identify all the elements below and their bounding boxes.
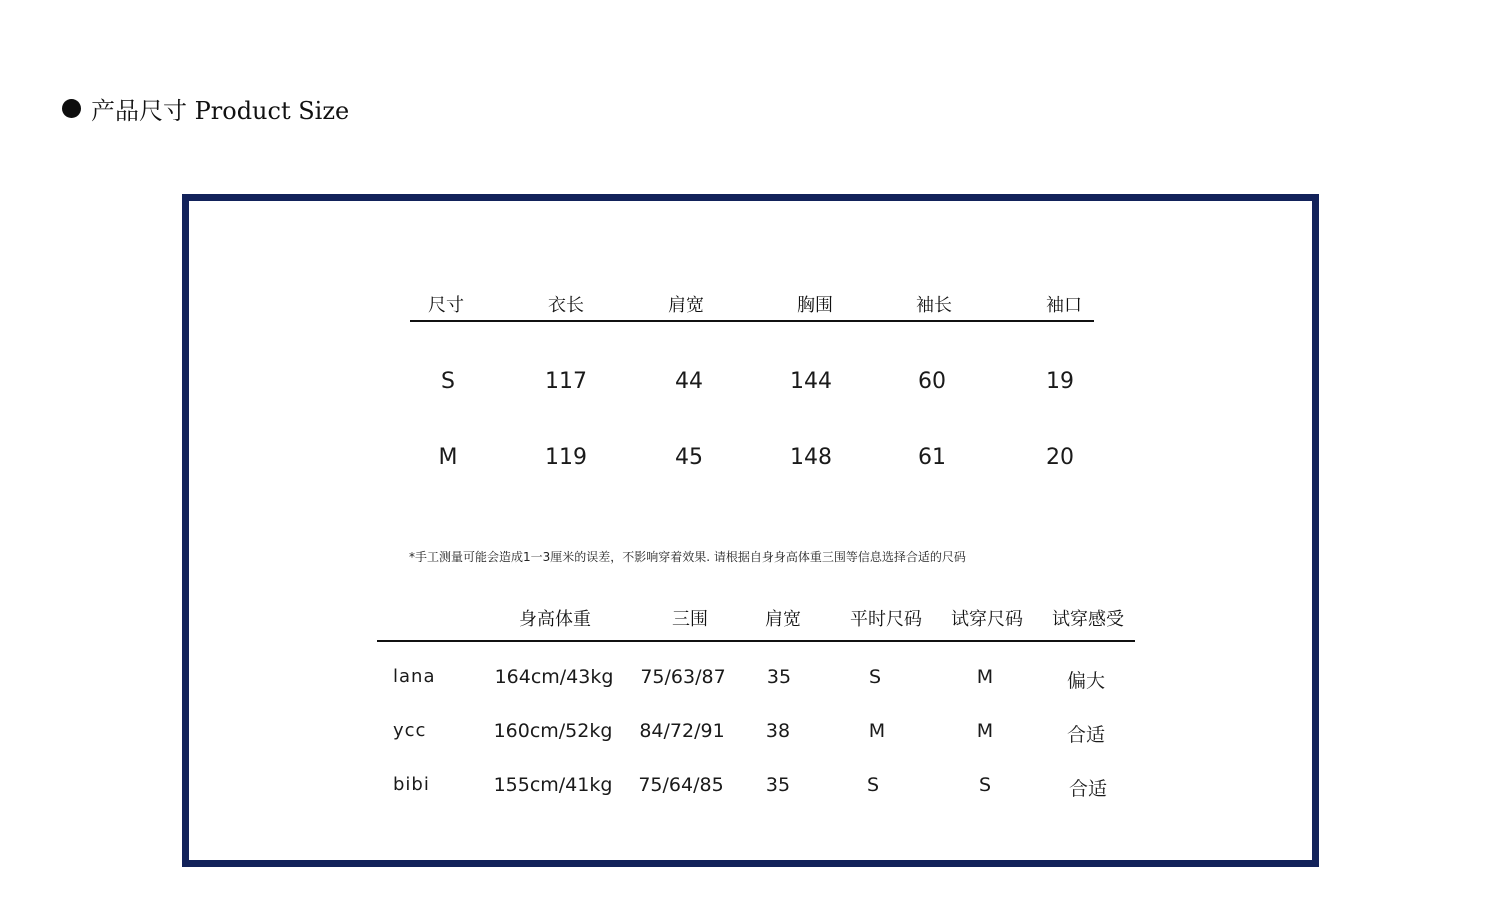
size-header-cell: 袖口 bbox=[1046, 295, 1082, 316]
fit-header-cell: 平时尺码 bbox=[850, 609, 922, 630]
fit-cell: 84/72/91 bbox=[639, 720, 725, 742]
size-cell: 45 bbox=[675, 445, 703, 470]
fit-header-cell: 三围 bbox=[672, 609, 708, 630]
fit-cell: 164cm/43kg bbox=[494, 666, 614, 688]
fit-cell: 35 bbox=[765, 774, 791, 796]
section-header bbox=[62, 90, 349, 126]
size-cell: 60 bbox=[918, 369, 946, 394]
fit-cell: 合适 bbox=[1068, 778, 1108, 800]
model-name: lana bbox=[393, 666, 436, 687]
size-header-cell: 胸围 bbox=[797, 295, 833, 316]
size-header-cell: 尺寸 bbox=[428, 295, 464, 316]
fit-header-cell: 试穿尺码 bbox=[951, 609, 1023, 630]
size-cell: 148 bbox=[790, 445, 832, 470]
fit-cell: 合适 bbox=[1066, 724, 1106, 746]
fit-cell: M bbox=[976, 720, 994, 742]
size-cell: 61 bbox=[918, 445, 946, 470]
model-name: ycc bbox=[393, 720, 427, 741]
fit-cell: 155cm/41kg bbox=[493, 774, 613, 796]
size-header-cell: 肩宽 bbox=[668, 295, 704, 316]
section-title: 产品尺寸 Product Size bbox=[91, 96, 350, 125]
fit-cell: 75/63/87 bbox=[640, 666, 726, 688]
size-cell: M bbox=[438, 445, 458, 470]
fit-cell: 38 bbox=[765, 720, 791, 742]
size-chart-frame bbox=[182, 194, 1319, 867]
fit-header-cell: 身高体重 bbox=[519, 609, 591, 630]
fit-cell: 35 bbox=[766, 666, 792, 688]
fit-header-cell: 试穿感受 bbox=[1052, 609, 1124, 630]
fit-cell: 偏大 bbox=[1066, 670, 1106, 692]
size-cell: 44 bbox=[675, 369, 703, 394]
fit-cell: S bbox=[866, 774, 880, 796]
bullet-icon bbox=[62, 99, 81, 118]
fit-cell: 160cm/52kg bbox=[493, 720, 613, 742]
size-cell: S bbox=[441, 369, 455, 394]
size-cell: 144 bbox=[790, 369, 832, 394]
fit-cell: M bbox=[868, 720, 886, 742]
fit-cell: M bbox=[976, 666, 994, 688]
size-header-cell: 袖长 bbox=[916, 295, 952, 316]
fit-cell: S bbox=[868, 666, 882, 688]
fit-table-divider bbox=[377, 640, 1135, 642]
fit-header-cell: 肩宽 bbox=[765, 609, 801, 630]
size-cell: 19 bbox=[1046, 369, 1074, 394]
fit-cell: 75/64/85 bbox=[638, 774, 724, 796]
fit-cell: S bbox=[978, 774, 992, 796]
size-cell: 20 bbox=[1046, 445, 1074, 470]
size-cell: 117 bbox=[545, 369, 587, 394]
size-header-cell: 衣长 bbox=[548, 295, 584, 316]
model-name: bibi bbox=[393, 774, 430, 795]
measurement-note: *手工测量可能会造成1一3厘米的误差，不影响穿着效果. 请根据自身身高体重三围等信息选择合适的尺码 bbox=[409, 550, 966, 564]
size-cell: 119 bbox=[545, 445, 587, 470]
size-table-divider bbox=[410, 320, 1094, 322]
